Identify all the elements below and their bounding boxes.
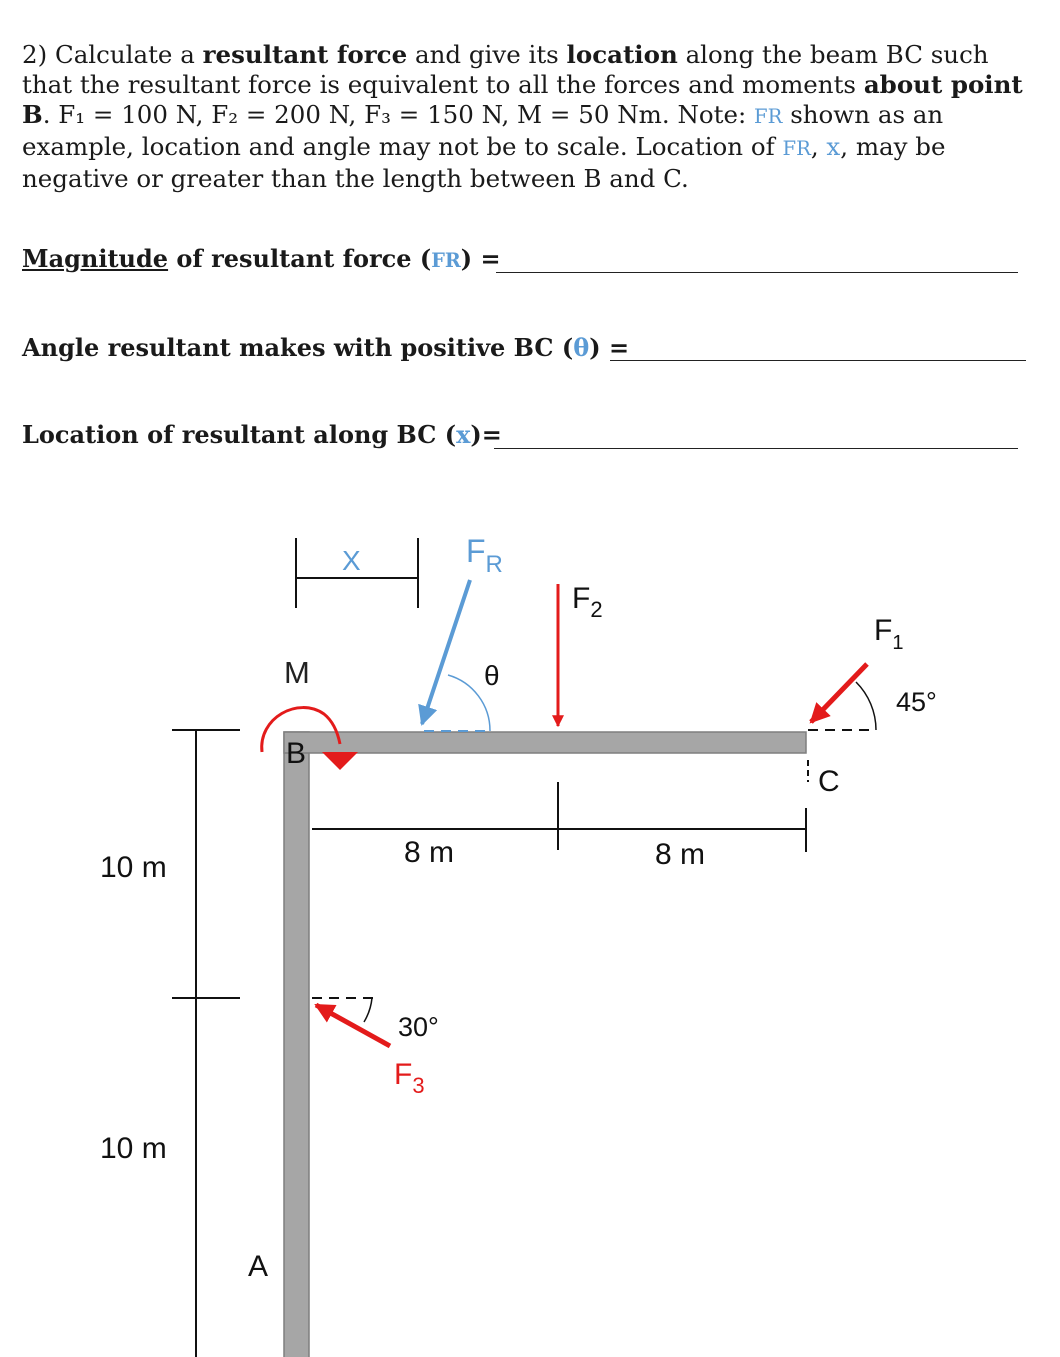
c-label: C xyxy=(818,765,840,798)
angle-45-arc xyxy=(856,682,876,730)
moment-arrowhead xyxy=(322,752,358,770)
angle-30-arc xyxy=(364,998,372,1022)
dim-8m-right: 8 m xyxy=(655,838,706,871)
angle-45-label: 45° xyxy=(896,687,937,717)
dim-10m-top: 10 m xyxy=(100,851,167,884)
f1-label: $F_1$ xyxy=(874,614,904,654)
f3-arrow xyxy=(316,1005,390,1046)
f1-arrow xyxy=(811,664,867,722)
x-label: X xyxy=(342,545,361,576)
resultant-arrow xyxy=(422,580,470,724)
angle-prompt: Angle resultant makes with positive BC (θ) = xyxy=(22,333,630,362)
location-prompt: Location of resultant along BC (x)= xyxy=(22,420,502,449)
vertical-dimension xyxy=(172,730,240,1357)
x-symbol: x xyxy=(826,132,841,161)
beam-bc xyxy=(284,732,806,753)
f3-label: $F_3$ xyxy=(394,1058,425,1098)
dim-8m-left: 8 m xyxy=(404,836,455,869)
problem-statement: 2) Calculate a resultant force and give its location along the beam BC such that the resultant force is equivalent to all the forces and moments about point B. F₁ = 100 N, F₂ = 200 N, F₃ = 150 N, M = 50 Nm. Note: FR shown as an example, location and angle may not be to scale. Location of FR, x, may be negative or greater than the length between B and C. xyxy=(22,40,1023,193)
f2-label: $F_2$ xyxy=(572,582,603,622)
b-label: B xyxy=(286,737,307,770)
problem-number: 2) xyxy=(22,40,48,69)
fr-symbol: FR xyxy=(782,137,811,160)
horizontal-dimension xyxy=(312,782,806,852)
fr-label: $F_R$ xyxy=(466,533,503,578)
m-label: M xyxy=(284,655,310,690)
angle-30-label: 30° xyxy=(398,1012,439,1042)
theta-label: θ xyxy=(484,660,500,691)
fr-symbol: FR xyxy=(754,105,783,128)
a-label: A xyxy=(248,1250,269,1283)
column-ab xyxy=(284,732,309,1357)
dim-10m-bottom: 10 m xyxy=(100,1132,167,1165)
magnitude-prompt: Magnitude of resultant force (FR) = xyxy=(22,244,501,273)
